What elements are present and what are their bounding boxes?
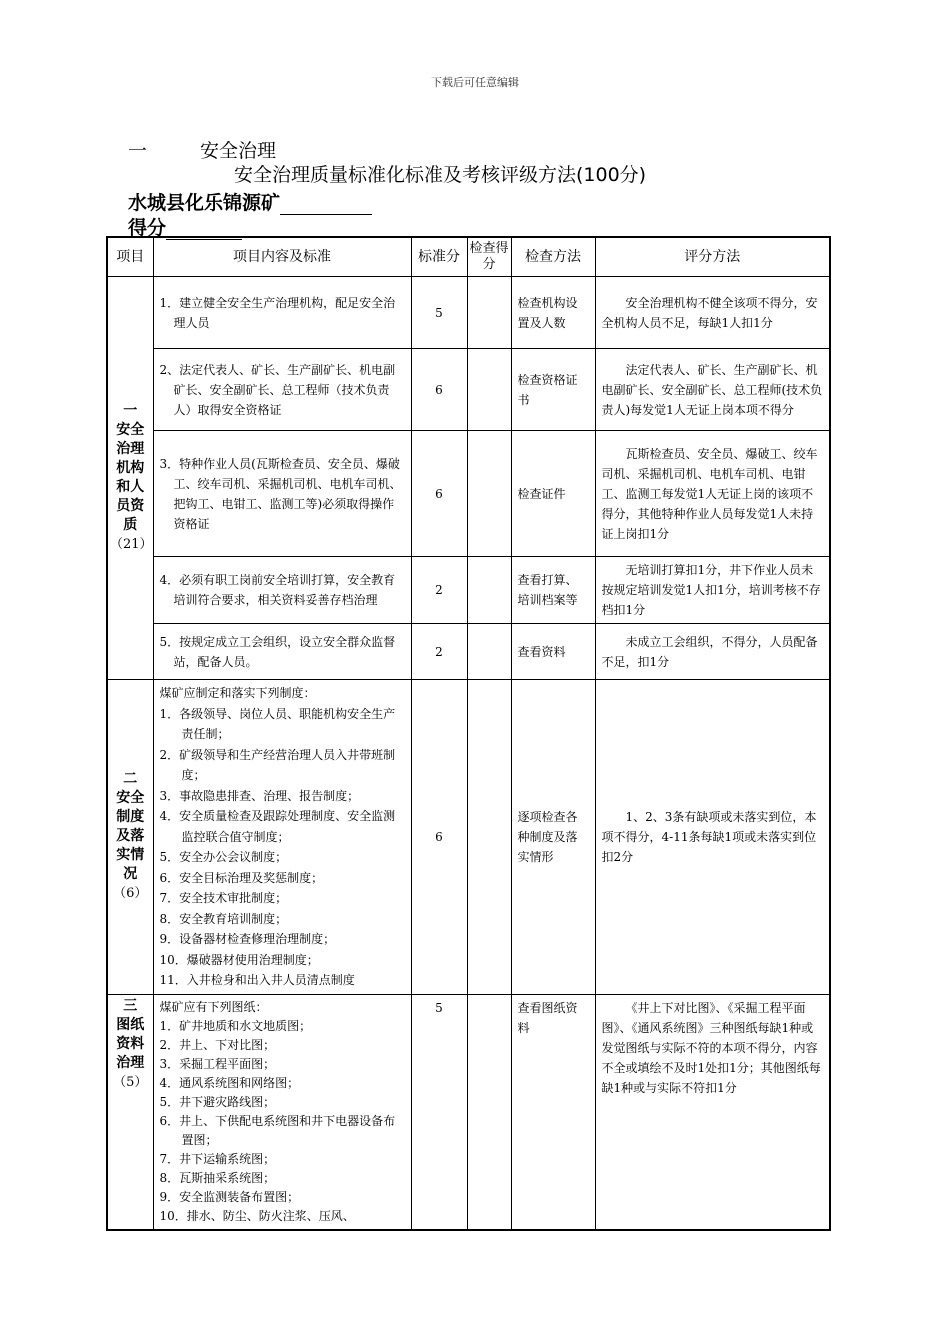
check-score-cell[interactable] xyxy=(467,349,511,431)
content-cell: 1．建立健全安全生产治理机构，配足安全治理人员 xyxy=(153,277,411,349)
category-cell-1 xyxy=(107,277,153,680)
content-intro: 煤矿应制定和落实下列制度： xyxy=(159,686,316,700)
check-score-cell[interactable] xyxy=(467,277,511,349)
check-score-cell[interactable] xyxy=(467,994,511,1230)
section-title: 安全治理 xyxy=(200,140,277,162)
content-cell xyxy=(153,680,411,995)
list-item: 4．通风系统图和网络图； xyxy=(159,1075,300,1090)
table-row xyxy=(107,557,830,624)
scoring-cell: 未成立工会组织，不得分，人员配备不足，扣1分 xyxy=(595,624,830,680)
category-name: 安全治理机构和人员资质 xyxy=(116,422,145,533)
check-score-cell[interactable] xyxy=(467,431,511,557)
header-check-score: 检查得分 xyxy=(467,237,511,277)
check-method-cell: 检查证件 xyxy=(511,431,595,557)
category-points: （5） xyxy=(113,1074,148,1090)
scoring-cell: 安全治理机构不健全该项不得分，安全机构人员不足，每缺1人扣1分 xyxy=(595,277,830,349)
header-row xyxy=(107,237,830,277)
std-score-cell: 6 xyxy=(411,349,467,431)
mine-name-line xyxy=(128,188,372,215)
category-name: 安全制度及落实情况 xyxy=(116,790,145,883)
section-number: 一 xyxy=(128,140,148,162)
check-method-cell: 查看图纸资料 xyxy=(511,994,595,1230)
std-score-cell: 5 xyxy=(411,277,467,349)
header-check-method: 检查方法 xyxy=(511,237,595,277)
std-score-cell: 5 xyxy=(411,994,467,1230)
category-number: 三 xyxy=(123,997,138,1014)
list-item: 5．井下避灾路线图； xyxy=(159,1094,276,1109)
scoring-cell: 《井上下对比图》、《采掘工程平面图》、《通风系统图》三种图纸每缺1种或发觉图纸与实际不符的本项不得分，内容不全或填绘不及时1处扣1分；其他图纸每缺1种或与实际不符扣1分 xyxy=(595,994,830,1230)
list-item: 10．排水、防尘、防火注浆、压风、 xyxy=(159,1208,355,1223)
category-points: （6） xyxy=(113,886,148,902)
table-row xyxy=(107,994,830,1230)
table-row xyxy=(107,624,830,680)
list-item: 7．安全技术审批制度； xyxy=(159,891,288,905)
check-score-cell[interactable] xyxy=(467,680,511,995)
content-intro: 煤矿应有下列图纸： xyxy=(159,999,268,1014)
list-item: 4．安全质量检查及跟踪处理制度、安全监测监控联合值守制度； xyxy=(159,809,396,844)
header-std-score: 标准分 xyxy=(411,237,467,277)
content-cell: 5．按规定成立工会组织，设立安全群众监督站，配备人员。 xyxy=(153,624,411,680)
category-number: 二 xyxy=(123,771,138,788)
list-item: 2．井上、下对比图； xyxy=(159,1037,276,1052)
content-cell: 2、法定代表人、矿长、生产副矿长、机电副矿长、安全副矿长、总工程师（技术负责人）取得安全资格证 xyxy=(153,349,411,431)
std-score-cell: 2 xyxy=(411,557,467,624)
table-row xyxy=(107,431,830,557)
list-item: 1．矿井地质和水文地质图； xyxy=(159,1018,312,1033)
check-method-cell: 逐项检查各种制度及落实情形 xyxy=(511,680,595,995)
list-item: 6．井上、下供配电系统图和井下电器设备布置图； xyxy=(159,1113,396,1147)
list-item: 8．安全教育培训制度； xyxy=(159,911,288,926)
table-row xyxy=(107,277,830,349)
list-item: 2．矿级领导和生产经营治理人员入井带班制度； xyxy=(159,747,396,782)
mine-name: 水城县化乐锦源矿 xyxy=(128,192,281,214)
table-row xyxy=(107,680,830,995)
category-cell-2 xyxy=(107,680,153,995)
check-method-cell: 检查资格证书 xyxy=(511,349,595,431)
mine-name-blank[interactable] xyxy=(280,196,372,215)
check-method-cell: 检查机构设置及人数 xyxy=(511,277,595,349)
score-label: 得分 xyxy=(128,217,167,239)
list-item: 10．爆破器材使用治理制度； xyxy=(159,952,319,967)
header-item: 项目 xyxy=(107,237,153,277)
content-cell: 4．必须有职工岗前安全培训打算，安全教育培训符合要求，相关资料妥善存档治理 xyxy=(153,557,411,624)
list-item: 5．安全办公会议制度； xyxy=(159,850,288,864)
std-score-cell: 6 xyxy=(411,431,467,557)
check-method-cell: 查看打算、培训档案等 xyxy=(511,557,595,624)
list-item: 3．事故隐患排查、治理、报告制度； xyxy=(159,788,360,803)
list-item: 7．井下运输系统图； xyxy=(159,1151,276,1166)
check-score-cell[interactable] xyxy=(467,557,511,624)
table-row xyxy=(107,349,830,431)
scoring-cell: 瓦斯检查员、安全员、爆破工、绞车司机、采掘机司机、电机车司机、电钳工、监测工每发觉1人无证上岗的该项不得分，其他特种作业人员每发觉1人未持证上岗扣1分 xyxy=(595,431,830,557)
list-item: 3．采掘工程平面图； xyxy=(159,1056,276,1071)
category-cell-3 xyxy=(107,994,153,1230)
document-title: 安全治理质量标准化标准及考核评级方法(100分) xyxy=(234,164,647,186)
section-heading xyxy=(128,136,276,163)
requirement-list xyxy=(160,1017,405,1226)
std-score-cell: 6 xyxy=(411,680,467,995)
scoring-cell: 1、2、3条有缺项或未落实到位，本项不得分，4-11条每缺1项或未落实到位扣2分 xyxy=(595,680,830,995)
check-method-cell: 查看资料 xyxy=(511,624,595,680)
scoring-cell: 无培训打算扣1分，井下作业人员未按规定培训发觉1人扣1分，培训考核不存档扣1分 xyxy=(595,557,830,624)
page-header: 下载后可任意编辑 xyxy=(431,76,519,89)
list-item: 9．设备器材检查修理治理制度； xyxy=(159,932,336,946)
list-item: 9．安全监测装备布置图； xyxy=(159,1189,300,1204)
scoring-cell: 法定代表人、矿长、生产副矿长、机电副矿长、安全副矿长、总工程师(技术负责人)每发觉1人无证上岗本项不得分 xyxy=(595,349,830,431)
check-score-cell[interactable] xyxy=(467,624,511,680)
content-cell xyxy=(153,994,411,1230)
header-scoring: 评分方法 xyxy=(595,237,830,277)
category-number: 一 xyxy=(123,403,138,419)
list-item: 6．安全目标治理及奖惩制度； xyxy=(159,870,324,885)
requirement-list xyxy=(160,704,405,991)
assessment-table xyxy=(106,236,831,1231)
category-name: 图纸资料治理 xyxy=(116,1016,145,1071)
list-item: 11．入井检身和出入井人员清点制度 xyxy=(159,973,355,987)
category-points: （21） xyxy=(110,537,153,552)
content-cell: 3．特种作业人员(瓦斯检查员、安全员、爆破工、绞车司机、采掘机司机、电机车司机、把钩工、电钳工、监测工等)必须取得操作资格证 xyxy=(153,431,411,557)
header-content: 项目内容及标准 xyxy=(153,237,411,277)
std-score-cell: 2 xyxy=(411,624,467,680)
list-item: 8．瓦斯抽采系统图； xyxy=(159,1170,276,1185)
list-item: 1．各级领导、岗位人员、职能机构安全生产责任制； xyxy=(159,706,396,741)
